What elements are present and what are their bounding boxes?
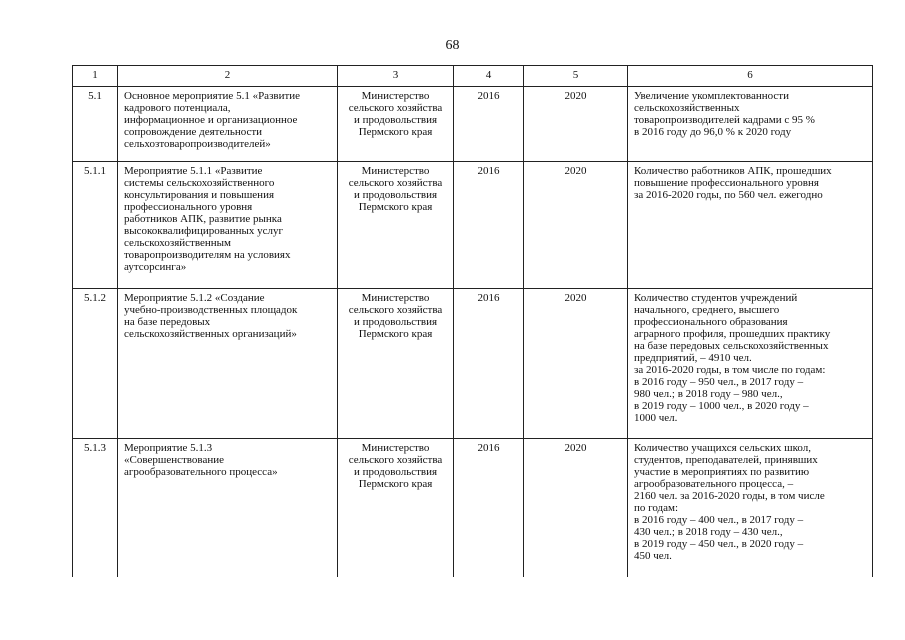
start-year: 2016 [454, 162, 524, 289]
end-year: 2020 [524, 439, 628, 577]
header-row [73, 66, 873, 87]
header-col-4: 4 [454, 66, 524, 87]
measure-title: Основное мероприятие 5.1 «Развитие кадрового потенциала, информационное и организационное сопровождение деятельности сельхозтоваропроизводителей» [118, 87, 338, 162]
header-col-1: 1 [73, 66, 118, 87]
page-number: 68 [445, 38, 460, 53]
start-year: 2016 [454, 439, 524, 577]
expected-result: Количество студентов учреждений начального, среднего, высшего профессионального образования аграрного профиля, прошедших практику на базе передовых сельскохозяйственных предприятий, – 4910 чел. за 2016-2020 годы, в том числе по годам: в 2016 году – 950 чел., в 2017 году – 980 чел.; в 2018 году – 980 чел., в 2019 году – 1000 чел., в 2020 году – 1000 чел. [628, 289, 873, 439]
measure-title: Мероприятие 5.1.2 «Создание учебно-производственных площадок на базе передовых сельскохозяйственных организаций» [118, 289, 338, 439]
expected-result: Количество работников АПК, прошедших повышение профессионального уровня за 2016-2020 годы, по 560 чел. ежегодно [628, 162, 873, 289]
row-number: 5.1.1 [73, 162, 118, 289]
table-row [73, 289, 873, 439]
row-number: 5.1.2 [73, 289, 118, 439]
header-col-6: 6 [628, 66, 873, 87]
table-row [73, 439, 873, 577]
end-year: 2020 [524, 87, 628, 162]
executor: Министерство сельского хозяйства и продовольствия Пермского края [338, 162, 454, 289]
end-year: 2020 [524, 289, 628, 439]
executor: Министерство сельского хозяйства и продовольствия Пермского края [338, 439, 454, 577]
row-number: 5.1 [73, 87, 118, 162]
measure-title: Мероприятие 5.1.1 «Развитие системы сельскохозяйственного консультирования и повышения профессионального уровня работников АПК, развитие рынка высококвалифицированных услуг сельскохозяйственным товаропроизводителям на условиях аутсорсинга» [118, 162, 338, 289]
header-col-5: 5 [524, 66, 628, 87]
measure-title: Мероприятие 5.1.3 «Совершенствование агрообразовательного процесса» [118, 439, 338, 577]
row-number: 5.1.3 [73, 439, 118, 577]
executor: Министерство сельского хозяйства и продовольствия Пермского края [338, 289, 454, 439]
header-col-2: 2 [118, 66, 338, 87]
executor: Министерство сельского хозяйства и продовольствия Пермского края [338, 87, 454, 162]
table-row [73, 87, 873, 162]
header-col-3: 3 [338, 66, 454, 87]
measures-table [72, 65, 873, 577]
start-year: 2016 [454, 289, 524, 439]
expected-result: Количество учащихся сельских школ, студентов, преподавателей, принявших участие в мероприятиях по развитию агрообразовательного процесса, – 2160 чел. за 2016-2020 годы, в том числе по годам: в 2016 году – 400 чел., в 2017 году – 430 чел.; в 2018 году – 430 чел., в 2019 году – 450 чел., в 2020 году – 450 чел. [628, 439, 873, 577]
start-year: 2016 [454, 87, 524, 162]
end-year: 2020 [524, 162, 628, 289]
expected-result: Увеличение укомплектованности сельскохозяйственных товаропроизводителей кадрами с 95 % в 2016 году до 96,0 % к 2020 году [628, 87, 873, 162]
table-row [73, 162, 873, 289]
